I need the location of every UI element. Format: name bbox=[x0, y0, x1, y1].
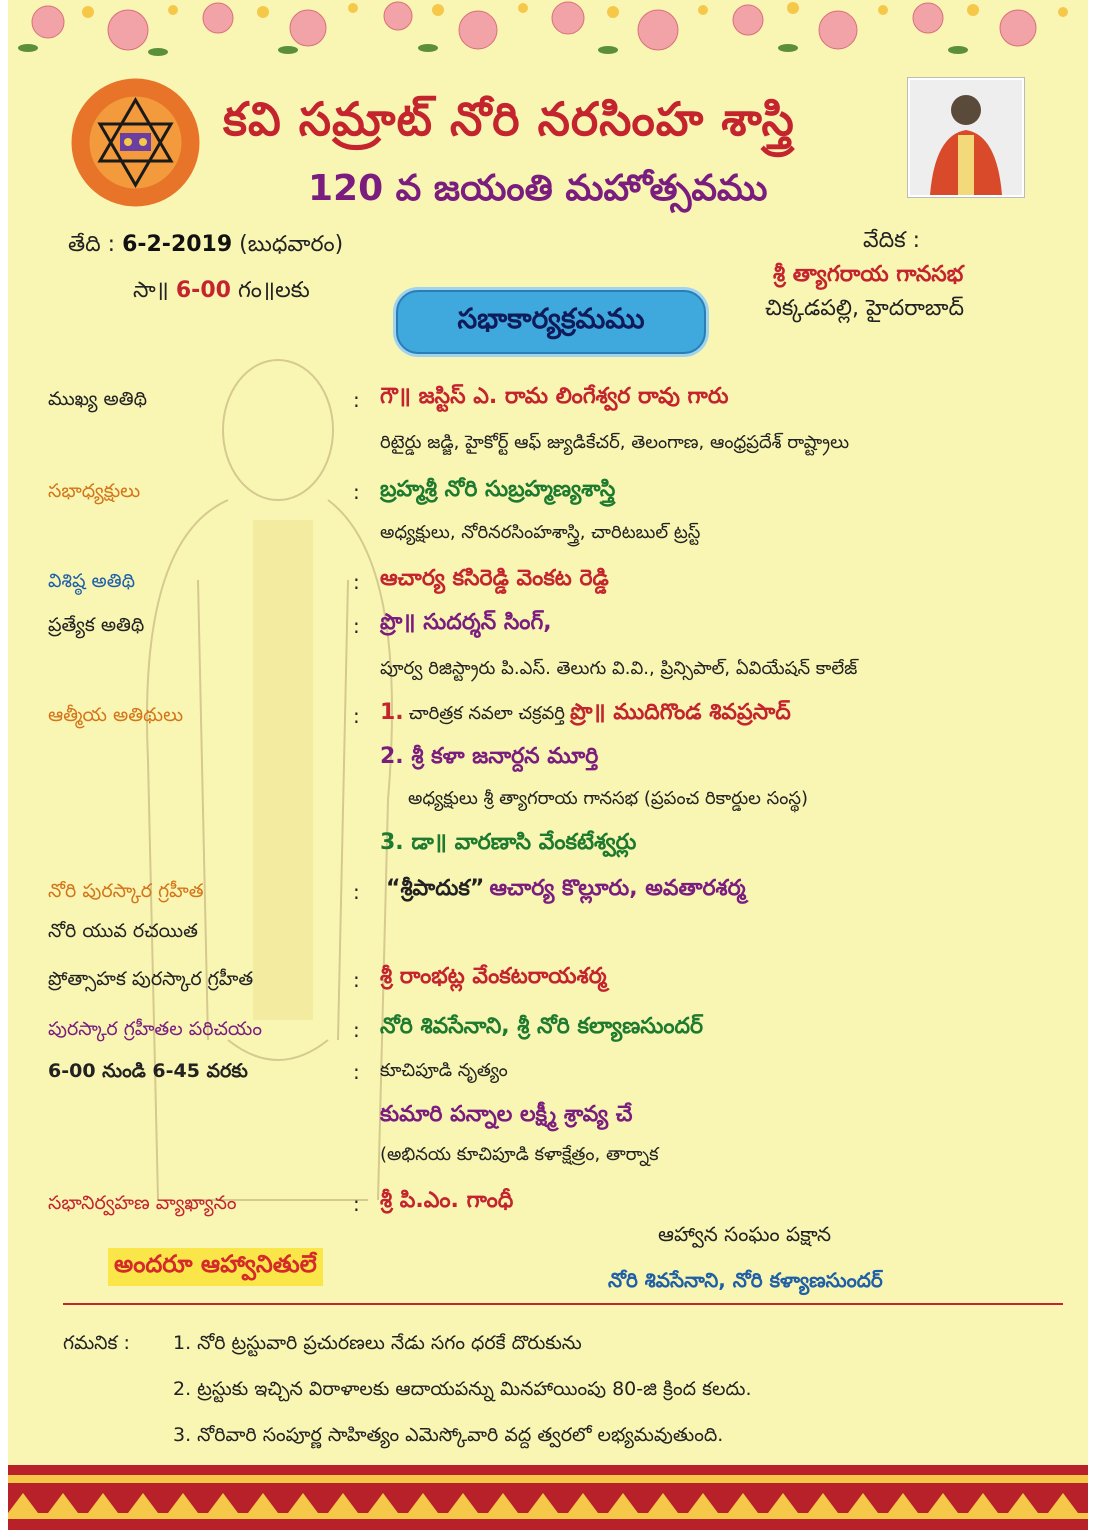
program-label-compere: సభానిర్వహణ వ్యాఖ్యానం bbox=[48, 1192, 237, 1214]
program-label-special-guest: విశిష్ఠ అతిథి bbox=[48, 570, 136, 592]
program-value-special-guest: ఆచార్య కసిరెడ్డి వెంకట రెడ్డి bbox=[380, 566, 609, 591]
program-badge bbox=[396, 290, 706, 354]
colon: : bbox=[353, 968, 360, 992]
venue-place: చిక్కడపల్లి, హైదరాబాద్ bbox=[765, 296, 964, 321]
date-value: 6-2-2019 bbox=[122, 232, 233, 257]
program-value-introduction: నోరి శివసేనాని, శ్రీ నోరి కల్యాణసుందర్ bbox=[380, 1014, 704, 1039]
note-item-2: 2. ట్రస్టుకు ఇచ్చిన విరాళాలకు ఆదాయపన్ను మినహాయింపు 80-జి క్రింద కలదు. bbox=[173, 1378, 752, 1400]
program-value-compere: శ్రీ పి.ఎం. గాంధీ bbox=[380, 1188, 514, 1213]
colon: : bbox=[353, 1018, 360, 1042]
program-label-dance-time: 6-00 నుండి 6-45 వరకు bbox=[48, 1060, 248, 1082]
program-label-president: సభాధ్యక్షులు bbox=[48, 480, 141, 502]
decorative-border-bottom bbox=[8, 1465, 1088, 1530]
note-item-1: 1. నోరి ట్రస్టువారి ప్రచురణలు నేడు సగం ధరకే దొరుకును bbox=[173, 1332, 582, 1354]
program-detail-exclusive-guest: పూర్వ రిజిస్ట్రారు పి.ఎస్. తెలుగు వి.వి., ప్రిన్సిపాల్, ఏవియేషన్ కాలేజ్ bbox=[380, 658, 858, 679]
colon: : bbox=[353, 1192, 360, 1216]
date-label: తేది : bbox=[68, 232, 116, 257]
event-date bbox=[68, 232, 343, 262]
program-value-president: బ్రహ్మశ్రీ నోరి సుబ్రహ్మణ్యశాస్త్రి bbox=[380, 477, 616, 502]
colon: : bbox=[353, 704, 360, 728]
program-badge-label: సభాకార్యక్రమము bbox=[457, 302, 645, 335]
trust-logo bbox=[68, 75, 203, 210]
guest-3: 3. డా॥ వారణాసి వేంకటేశ్వర్లు bbox=[380, 830, 637, 855]
venue-name: శ్రీ త్యాగరాయ గానసభ bbox=[773, 262, 964, 287]
program-detail-chief-guest: రిటైర్డు జడ్జి, హైకోర్ట్ ఆఫ్ జ్యుడికేచర్, తెలంగాణ, ఆంధ్రప్రదేశ్ రాష్ట్రాలు bbox=[380, 432, 850, 453]
guest-2: 2. శ్రీ కళా జనార్దన మూర్తి bbox=[380, 744, 599, 769]
program-label-encouragement-award: ప్రోత్సాహక పురస్కార గ్రహీత bbox=[48, 968, 254, 990]
colon: : bbox=[353, 480, 360, 504]
invite-label: ఆహ్వాన సంఘం పక్షాన bbox=[658, 1222, 831, 1246]
date-day: (బుధవారం) bbox=[239, 232, 344, 257]
guest-1-prefix: చారిత్రక నవలా చక్రవర్తి bbox=[408, 703, 565, 724]
flower-border-top bbox=[8, 0, 1088, 60]
time-prefix: సా॥ bbox=[133, 278, 169, 303]
award-recipient-name: ఆచార్య కొల్లూరు, అవతారశర్మ bbox=[489, 876, 746, 901]
program-value-dance: కూచిపూడి నృత్యం bbox=[380, 1060, 508, 1081]
time-suffix: గం॥లకు bbox=[237, 278, 310, 303]
poet-sketch-illustration bbox=[78, 340, 408, 1240]
program-label-chief-guest: ముఖ్య అతిథి bbox=[48, 388, 148, 410]
colon: : bbox=[353, 570, 360, 594]
divider bbox=[63, 1303, 1063, 1305]
program-label-introduction: పురస్కార గ్రహీతల పరిచయం bbox=[48, 1018, 262, 1040]
page-subtitle: 120 వ జయంతి మహోత్సవము bbox=[308, 168, 768, 209]
guest-1 bbox=[380, 700, 791, 730]
program-value-encouragement-award: శ్రీ రాంభట్ల వేంకటరాయశర్మ bbox=[380, 964, 607, 989]
colon: : bbox=[353, 614, 360, 638]
colon: : bbox=[353, 880, 360, 904]
program-label-young-writer: నోరి యువ రచయిత bbox=[48, 920, 198, 942]
page-title: కవి సమ్రాట్ నోరి నరసింహ శాస్త్రి bbox=[223, 92, 795, 146]
program-value-exclusive-guest: ప్రొ॥ సుదర్శన్ సింగ్, bbox=[380, 610, 552, 635]
welcome-banner: అందరూ ఆహ్వానితులే bbox=[108, 1248, 323, 1286]
program-label-award-recipient: నోరి పురస్కార గ్రహీత bbox=[48, 880, 204, 902]
program-value-chief-guest: గౌ॥ జస్టిస్ ఎ. రామ లింగేశ్వర రావు గారు bbox=[380, 384, 729, 409]
program-label-exclusive-guest: ప్రత్యేక అతిథి bbox=[48, 614, 145, 636]
award-book-title: “శ్రీపాదుక” bbox=[386, 876, 485, 901]
program-detail-president: అధ్యక్షులు, నోరినరసింహశాస్త్రి, చారిటబుల్ ట్రస్ట్ bbox=[380, 522, 701, 543]
program-detail-dancer: కుమారి పన్నాల లక్ష్మీ శ్రావ్య చే bbox=[380, 1102, 633, 1127]
program-detail-dance-academy: (అభినయ కూచిపూడి కళాక్షేత్రం, తార్నాక bbox=[380, 1144, 659, 1165]
notes-label: గమనిక : bbox=[63, 1332, 130, 1354]
colon: : bbox=[353, 388, 360, 412]
program-label-beloved-guests: ఆత్మీయ అతిథులు bbox=[48, 704, 184, 726]
invite-names: నోరి శివసేనాని, నోరి కళ్యాణసుందర్ bbox=[608, 1268, 883, 1292]
guest-1-number: 1. bbox=[380, 700, 404, 725]
award-recipient bbox=[386, 876, 746, 906]
colon: : bbox=[353, 1060, 360, 1084]
guest-2-detail: అధ్యక్షులు శ్రీ త్యాగరాయ గానసభ (ప్రపంచ రికార్డుల సంస్థ) bbox=[408, 788, 809, 809]
time-value: 6-00 bbox=[175, 278, 231, 303]
invitation-card bbox=[8, 0, 1088, 1530]
event-time bbox=[133, 278, 310, 308]
portrait-photo bbox=[908, 78, 1024, 197]
note-item-3: 3. నోరివారి సంపూర్ణ సాహిత్యం ఎమెస్కోవారి వద్ద త్వరలో లభ్యమవుతుంది. bbox=[173, 1424, 724, 1446]
guest-1-name: ప్రొ॥ ముదిగొండ శివప్రసాద్ bbox=[570, 700, 791, 725]
venue-label: వేదిక : bbox=[863, 228, 921, 253]
